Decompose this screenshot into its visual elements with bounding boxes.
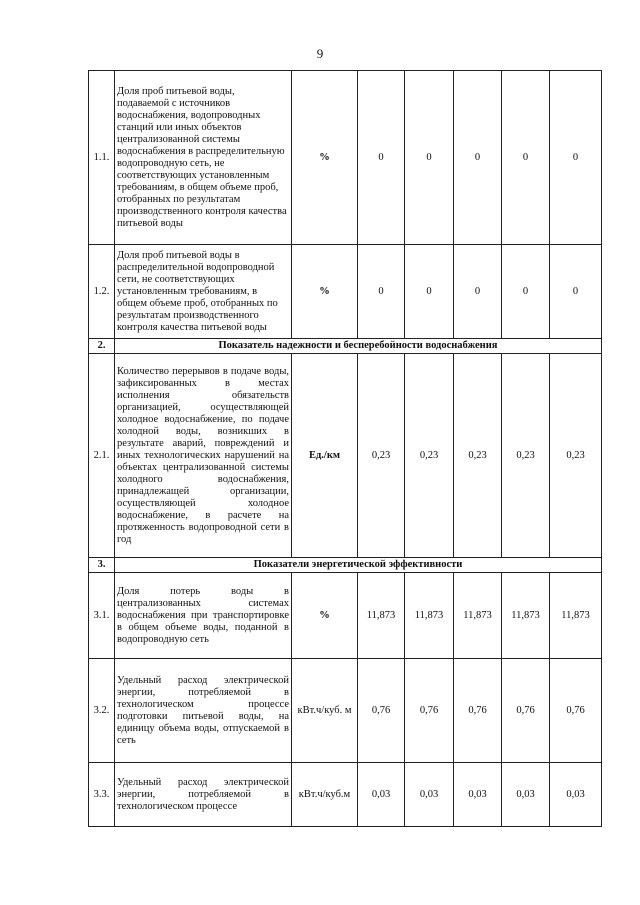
section-number: 2. [89,339,115,354]
table-row [89,71,602,245]
value-cell: 0,23 [358,354,405,558]
section-number: 3. [89,558,115,573]
value-cell: 0,03 [502,763,550,827]
value-cell: 0 [358,245,405,339]
indicator-description: Доля проб питьевой воды в распределительной водопроводной сети, не соответствующих установленным требованиям, в общем объеме проб, отобранных по результатам производственного контроля качества питьевой воды [115,245,292,339]
value-cell: 11,873 [550,573,602,659]
value-cell: 0,76 [502,659,550,763]
indicator-description: Удельный расход электрической энергии, потребляемой в технологическом процессе [115,763,292,827]
value-cell: 0 [405,71,454,245]
unit-cell: Ед./км [292,354,358,558]
page-number: 9 [316,46,324,61]
table-row [89,573,602,659]
value-cell: 0 [550,71,602,245]
value-cell: 11,873 [502,573,550,659]
row-number: 2.1. [89,354,115,558]
table-row [89,763,602,827]
section-title: Показатель надежности и бесперебойности водоснабжения [115,339,602,354]
row-number: 1.2. [89,245,115,339]
table-row [89,659,602,763]
value-cell: 0,76 [358,659,405,763]
unit-cell: кВт.ч/куб. м [292,659,358,763]
value-cell: 0,03 [550,763,602,827]
row-number: 3.3. [89,763,115,827]
row-number: 1.1. [89,71,115,245]
value-cell: 0,76 [454,659,502,763]
indicator-description: Количество перерывов в подаче воды, зафиксированных в местах исполнения обязательств организацией, осуществляющей холодное водоснабжение, по подаче холодной воды, возникших в результате аварий, повреждений и иных технологических нарушений на объектах централизованной системы холодного водоснабжения, принадлежащей организации, осуществляющей холодное водоснабжение, в расчете на протяженность водопроводной сети в год [115,354,292,558]
unit-cell: % [292,245,358,339]
value-cell: 0 [454,245,502,339]
value-cell: 0,03 [454,763,502,827]
indicators-table [88,70,602,827]
table-row [89,354,602,558]
value-cell: 0 [405,245,454,339]
value-cell: 0,23 [454,354,502,558]
value-cell: 11,873 [454,573,502,659]
section-row [89,558,602,573]
unit-cell: % [292,71,358,245]
value-cell: 0,76 [550,659,602,763]
value-cell: 0,23 [550,354,602,558]
unit-cell: кВт.ч/куб.м [292,763,358,827]
indicator-description: Доля проб питьевой воды, подаваемой с источников водоснабжения, водопроводных станций или иных объектов централизованной системы водоснабжения в распределительную водопроводную сеть, не соответствующих установленным требованиям, в общем объеме проб, отобранных по результатам производственного контроля качества питьевой воды [115,71,292,245]
section-row [89,339,602,354]
value-cell: 0 [502,245,550,339]
value-cell: 0,03 [358,763,405,827]
row-number: 3.1. [89,573,115,659]
value-cell: 0 [502,71,550,245]
value-cell: 0,23 [502,354,550,558]
value-cell: 11,873 [405,573,454,659]
value-cell: 0,03 [405,763,454,827]
table-row [89,245,602,339]
value-cell: 0,76 [405,659,454,763]
row-number: 3.2. [89,659,115,763]
value-cell: 0 [454,71,502,245]
indicator-description: Доля потерь воды в централизованных системах водоснабжения при транспортировке в общем объеме воды, поданной в водопроводную сеть [115,573,292,659]
value-cell: 0 [550,245,602,339]
value-cell: 0,23 [405,354,454,558]
section-title: Показатели энергетической эффективности [115,558,602,573]
unit-cell: % [292,573,358,659]
value-cell: 0 [358,71,405,245]
indicator-description: Удельный расход электрической энергии, потребляемой в технологическом процессе подготовки питьевой воды, на единицу объема воды, отпускаемой в сеть [115,659,292,763]
value-cell: 11,873 [358,573,405,659]
